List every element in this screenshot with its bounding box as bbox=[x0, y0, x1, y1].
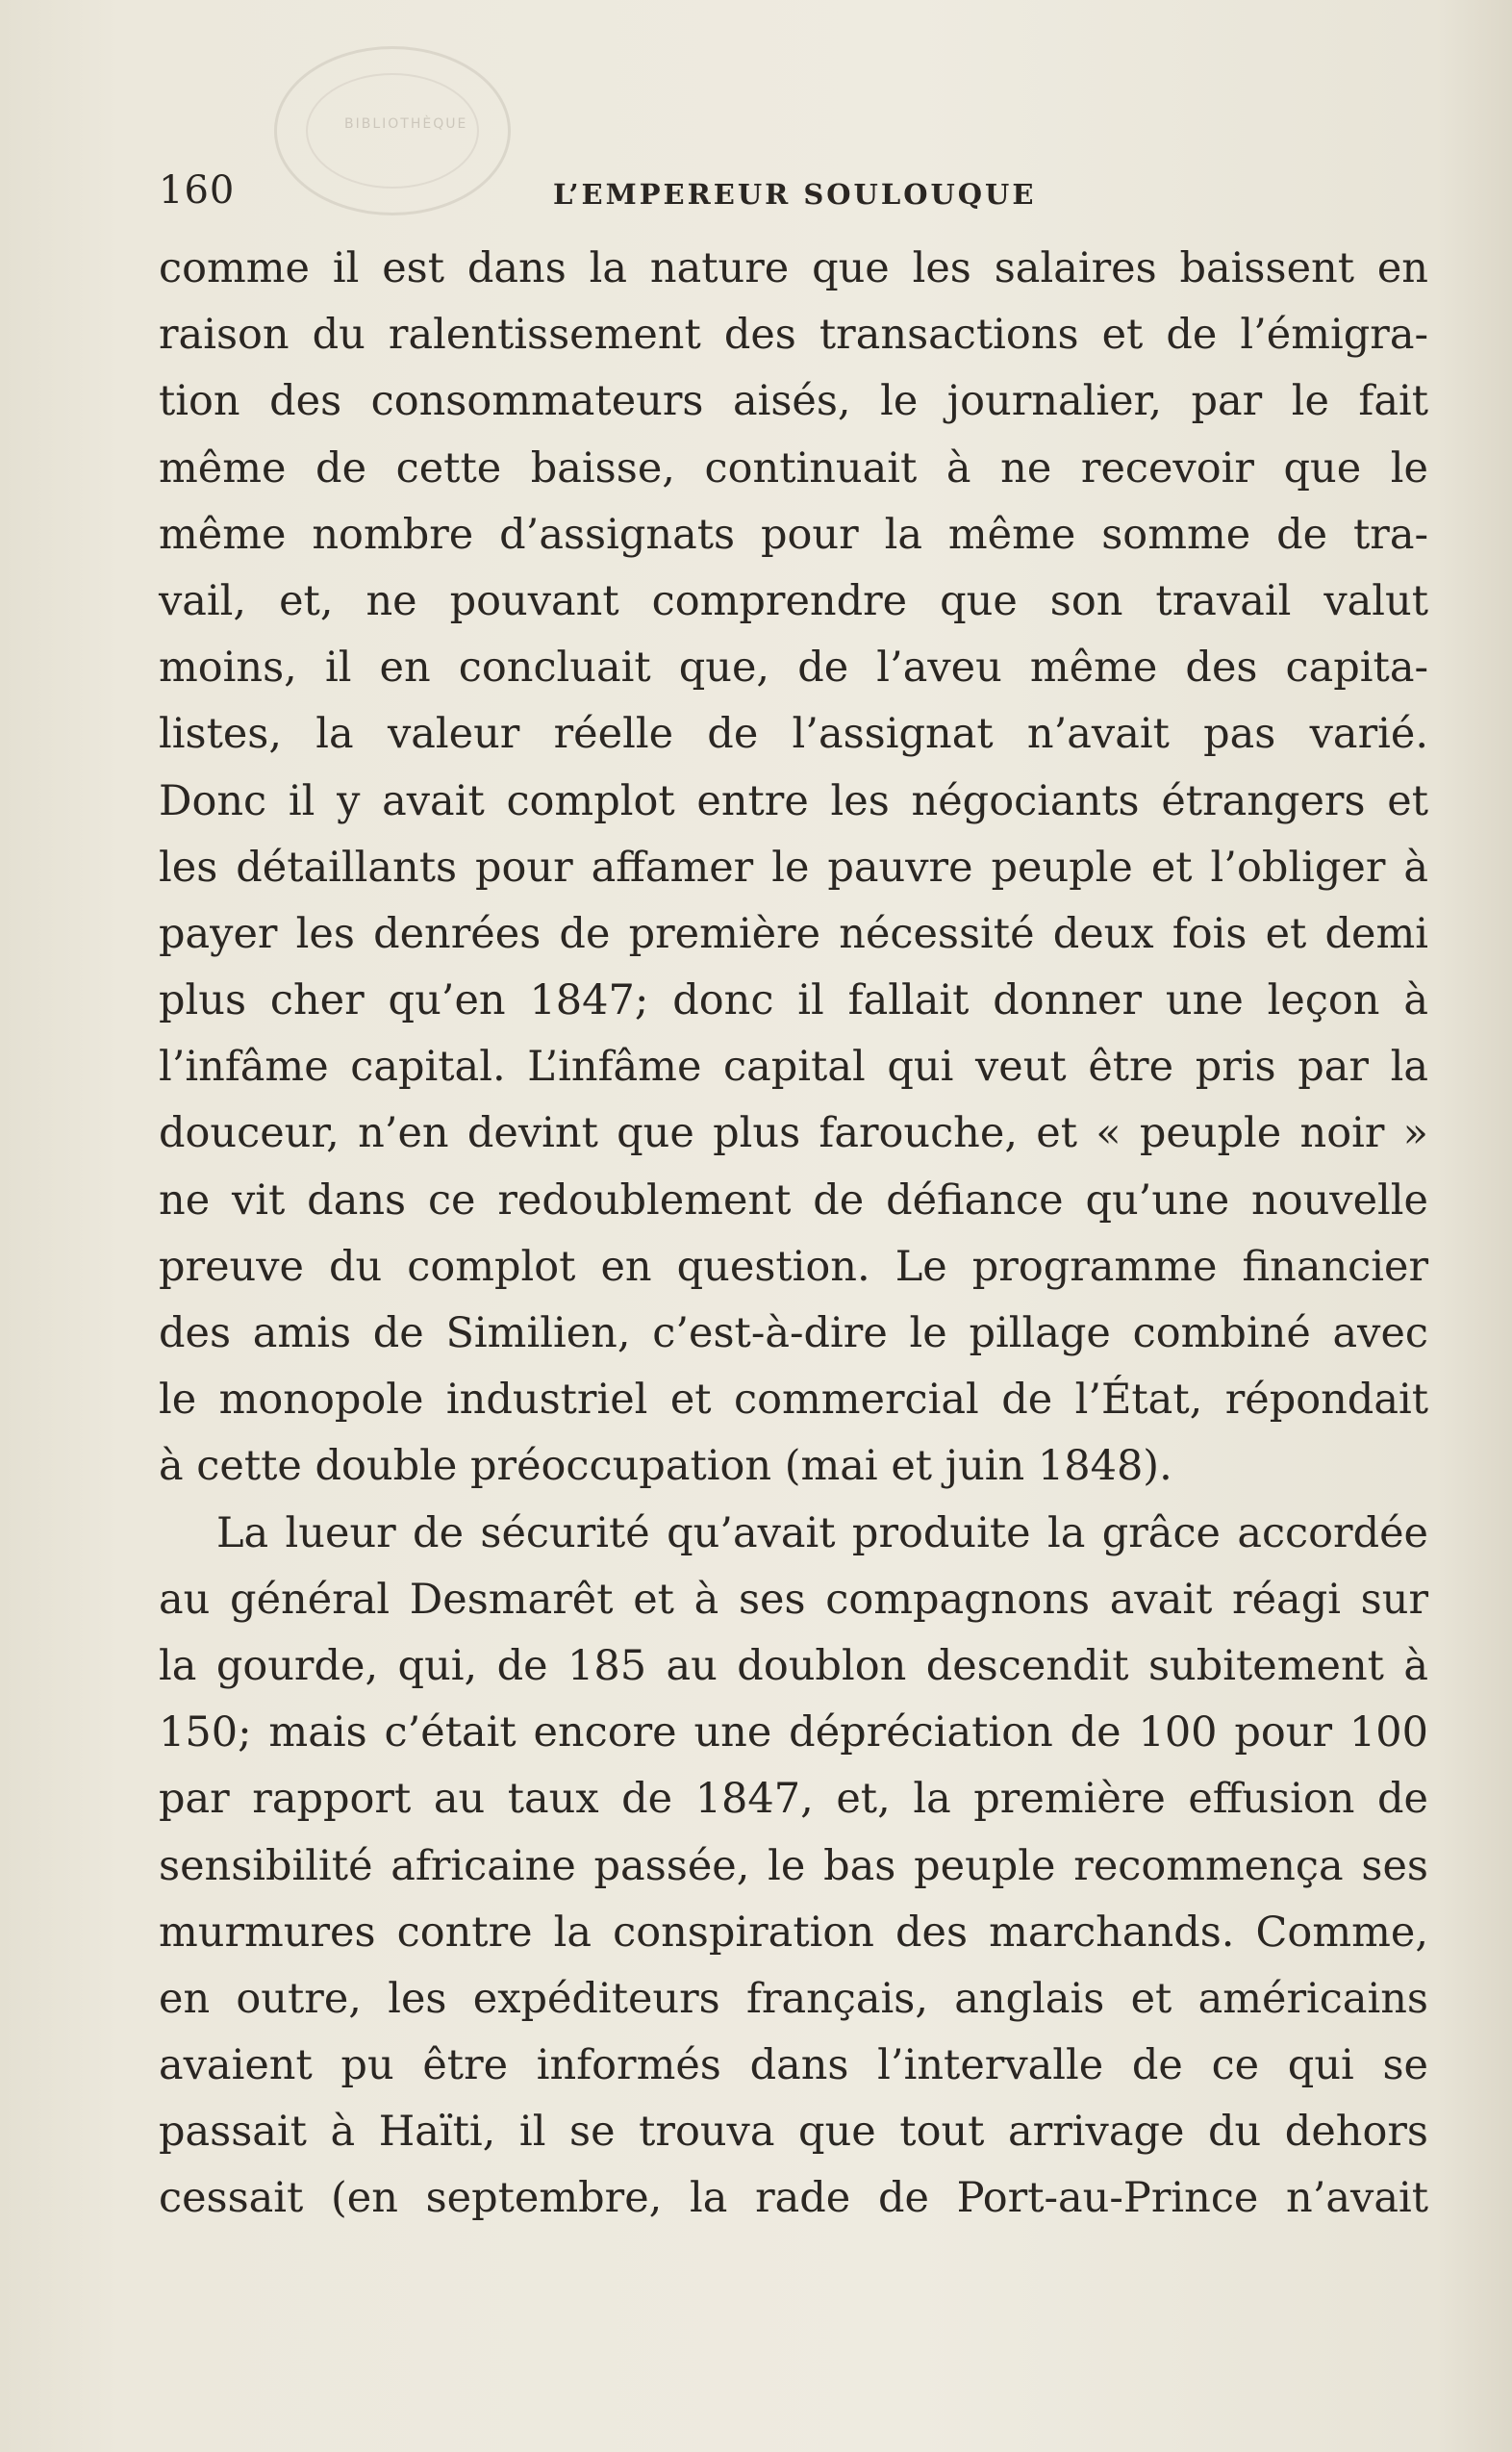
text-line: l’infâme capital. L’infâme capital qui veut être pris par la bbox=[159, 1043, 1428, 1092]
text-line: listes, la valeur réelle de l’assignat n’avait pas varié. bbox=[159, 710, 1428, 759]
text-line: le monopole industriel et commercial de l’État, répondait bbox=[159, 1376, 1428, 1425]
text-line: Donc il y avait complot entre les négociants étrangers et bbox=[159, 776, 1428, 825]
text-line: passait à Haïti, il se trouva que tout arrivage du dehors bbox=[159, 2108, 1428, 2157]
text-line: plus cher qu’en 1847; donc il fallait donner une leçon à bbox=[159, 976, 1428, 1025]
text-line: murmures contre la conspiration des marchands. Comme, bbox=[159, 1908, 1428, 1957]
text-line: comme il est dans la nature que les salaires baissent en bbox=[159, 244, 1428, 292]
text-line: en outre, les expéditeurs français, anglais et américains bbox=[159, 1974, 1428, 2023]
text-line: preuve du complot en question. Le programme financier bbox=[159, 1242, 1428, 1291]
text-line: au général Desmarêt et à ses compagnons avait réagi sur bbox=[159, 1575, 1428, 1624]
text-line: douceur, n’en devint que plus farouche, et « peuple noir » bbox=[159, 1109, 1428, 1158]
body-text bbox=[159, 236, 1428, 2233]
text-line: vail, et, ne pouvant comprendre que son travail valut bbox=[159, 576, 1428, 625]
text-line: la gourde, qui, de 185 au doublon descendit subitement à bbox=[159, 1641, 1428, 1690]
text-line: des amis de Similien, c’est-à-dire le pillage combiné avec bbox=[159, 1309, 1428, 1357]
text-line: même nombre d’assignats pour la même somme de tra- bbox=[159, 510, 1428, 559]
text-line: sensibilité africaine passée, le bas peuple recommença ses bbox=[159, 1841, 1428, 1890]
text-line: raison du ralentissement des transactions et de l’émigra- bbox=[159, 311, 1428, 360]
text-line: payer les denrées de première nécessité deux fois et demi bbox=[159, 909, 1428, 958]
text-line: tion des consommateurs aisés, le journalier, par le fait bbox=[159, 377, 1428, 426]
page-number: 160 bbox=[159, 168, 236, 213]
text-line: par rapport au taux de 1847, et, la première effusion de bbox=[159, 1775, 1428, 1824]
library-stamp-text: BIBLIOTHÈQUE bbox=[344, 116, 468, 132]
text-line: même de cette baisse, continuait à ne recevoir que le bbox=[159, 443, 1428, 493]
text-line: avaient pu être informés dans l’intervalle de ce qui se bbox=[159, 2041, 1428, 2090]
running-title: L’EMPEREUR SOULOUQUE bbox=[553, 178, 1037, 211]
text-line: les détaillants pour affamer le pauvre peuple et l’obliger à bbox=[159, 843, 1428, 892]
text-line: cessait (en septembre, la rade de Port-au-Prince n’avait bbox=[159, 2174, 1428, 2223]
text-line: 150; mais c’était encore une dépréciation de 100 pour 100 bbox=[159, 1708, 1428, 1757]
text-line: La lueur de sécurité qu’avait produite la grâce accordée bbox=[216, 1508, 1428, 1557]
page-header bbox=[159, 168, 1428, 226]
text-line: à cette double préoccupation (mai et juin 1848). bbox=[159, 1442, 1172, 1491]
text-line: ne vit dans ce redoublement de défiance qu’une nouvelle bbox=[159, 1175, 1428, 1225]
text-line: moins, il en concluait que, de l’aveu même des capita- bbox=[159, 644, 1428, 693]
